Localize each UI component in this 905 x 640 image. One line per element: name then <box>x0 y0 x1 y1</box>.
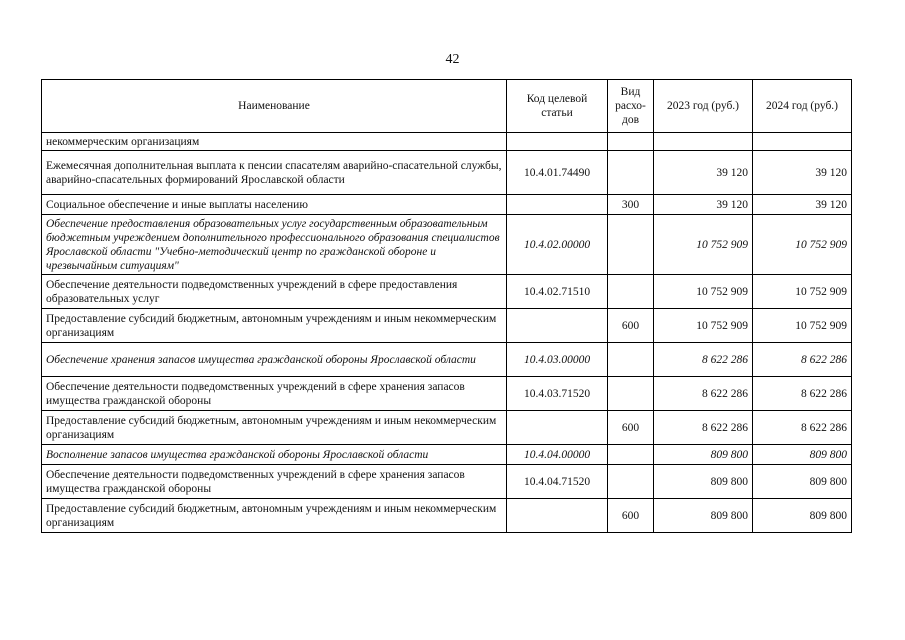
row-kind-cell: 300 <box>608 195 654 215</box>
table-row <box>42 499 852 533</box>
row-kind-cell: 600 <box>608 499 654 533</box>
table-row <box>42 215 852 275</box>
table-row <box>42 195 852 215</box>
row-2024-cell: 8 622 286 <box>753 411 852 445</box>
row-kind-cell <box>608 377 654 411</box>
row-kind-cell <box>608 445 654 465</box>
row-2023-cell: 10 752 909 <box>654 275 753 309</box>
row-kind-cell: 600 <box>608 411 654 445</box>
row-2024-cell: 10 752 909 <box>753 215 852 275</box>
row-2024-cell: 39 120 <box>753 195 852 215</box>
row-code-cell <box>507 499 608 533</box>
table-row <box>42 377 852 411</box>
row-2023-cell: 10 752 909 <box>654 309 753 343</box>
row-name-cell: Обеспечение деятельности подведомственных учреждений в сфере предоставления образовательных услуг <box>42 275 507 309</box>
row-code-cell: 10.4.04.00000 <box>507 445 608 465</box>
header-2024: 2024 год (руб.) <box>753 80 852 133</box>
row-code-cell: 10.4.03.71520 <box>507 377 608 411</box>
row-2023-cell: 809 800 <box>654 499 753 533</box>
row-code-cell <box>507 309 608 343</box>
row-name-cell: Обеспечение хранения запасов имущества гражданской обороны Ярославской области <box>42 343 507 377</box>
row-2023-cell: 39 120 <box>654 195 753 215</box>
row-2023-cell: 809 800 <box>654 445 753 465</box>
table-row <box>42 309 852 343</box>
row-name-cell: Предоставление субсидий бюджетным, автономным учреждениям и иным некоммерческим организациям <box>42 411 507 445</box>
row-code-cell <box>507 411 608 445</box>
header-kind: Вид расхо-дов <box>608 80 654 133</box>
row-2023-cell: 809 800 <box>654 465 753 499</box>
row-kind-cell <box>608 215 654 275</box>
header-2023: 2023 год (руб.) <box>654 80 753 133</box>
row-code-cell <box>507 133 608 151</box>
row-2024-cell: 10 752 909 <box>753 309 852 343</box>
row-2023-cell: 10 752 909 <box>654 215 753 275</box>
row-code-cell: 10.4.02.71510 <box>507 275 608 309</box>
table-row <box>42 465 852 499</box>
row-code-cell: 10.4.03.00000 <box>507 343 608 377</box>
row-code-cell: 10.4.04.71520 <box>507 465 608 499</box>
row-code-cell <box>507 195 608 215</box>
row-name-cell: Обеспечение предоставления образовательных услуг государственным образовательным бюджетным учреждением дополнительного профессионального образования специалистов Ярославской области "Учебно-методический центр по гражданской обороне и чрезвычайным ситуациям" <box>42 215 507 275</box>
row-name-cell: некоммерческим организациям <box>42 133 507 151</box>
page-number: 42 <box>445 52 460 67</box>
row-2023-cell: 8 622 286 <box>654 411 753 445</box>
row-kind-cell <box>608 133 654 151</box>
table-body <box>42 133 852 533</box>
row-kind-cell <box>608 275 654 309</box>
row-2024-cell: 8 622 286 <box>753 343 852 377</box>
row-2024-cell: 809 800 <box>753 465 852 499</box>
row-name-cell: Ежемесячная дополнительная выплата к пенсии спасателям аварийно-спасательной службы, аварийно-спасательных формирований Ярославской области <box>42 151 507 195</box>
table-row <box>42 343 852 377</box>
table-row <box>42 133 852 151</box>
table-row <box>42 411 852 445</box>
row-2024-cell: 10 752 909 <box>753 275 852 309</box>
row-code-cell: 10.4.02.00000 <box>507 215 608 275</box>
header-code: Код целевой статьи <box>507 80 608 133</box>
row-name-cell: Предоставление субсидий бюджетным, автономным учреждениям и иным некоммерческим организациям <box>42 499 507 533</box>
row-2024-cell: 809 800 <box>753 445 852 465</box>
row-2024-cell: 39 120 <box>753 151 852 195</box>
table-row <box>42 445 852 465</box>
budget-table <box>41 79 852 533</box>
row-2023-cell: 8 622 286 <box>654 343 753 377</box>
row-2024-cell: 8 622 286 <box>753 377 852 411</box>
header-row <box>42 80 852 133</box>
header-name: Наименование <box>42 80 507 133</box>
row-kind-cell <box>608 465 654 499</box>
table-row <box>42 275 852 309</box>
row-kind-cell <box>608 343 654 377</box>
row-kind-cell <box>608 151 654 195</box>
row-code-cell: 10.4.01.74490 <box>507 151 608 195</box>
row-name-cell: Обеспечение деятельности подведомственных учреждений в сфере хранения запасов имущества гражданской обороны <box>42 377 507 411</box>
row-2024-cell: 809 800 <box>753 499 852 533</box>
row-name-cell: Обеспечение деятельности подведомственных учреждений в сфере хранения запасов имущества гражданской обороны <box>42 465 507 499</box>
row-name-cell: Социальное обеспечение и иные выплаты населению <box>42 195 507 215</box>
row-name-cell: Восполнение запасов имущества гражданской обороны Ярославской области <box>42 445 507 465</box>
table-header <box>42 80 852 133</box>
row-kind-cell: 600 <box>608 309 654 343</box>
row-2023-cell <box>654 133 753 151</box>
row-2024-cell <box>753 133 852 151</box>
row-name-cell: Предоставление субсидий бюджетным, автономным учреждениям и иным некоммерческим организациям <box>42 309 507 343</box>
table-row <box>42 151 852 195</box>
row-2023-cell: 39 120 <box>654 151 753 195</box>
row-2023-cell: 8 622 286 <box>654 377 753 411</box>
